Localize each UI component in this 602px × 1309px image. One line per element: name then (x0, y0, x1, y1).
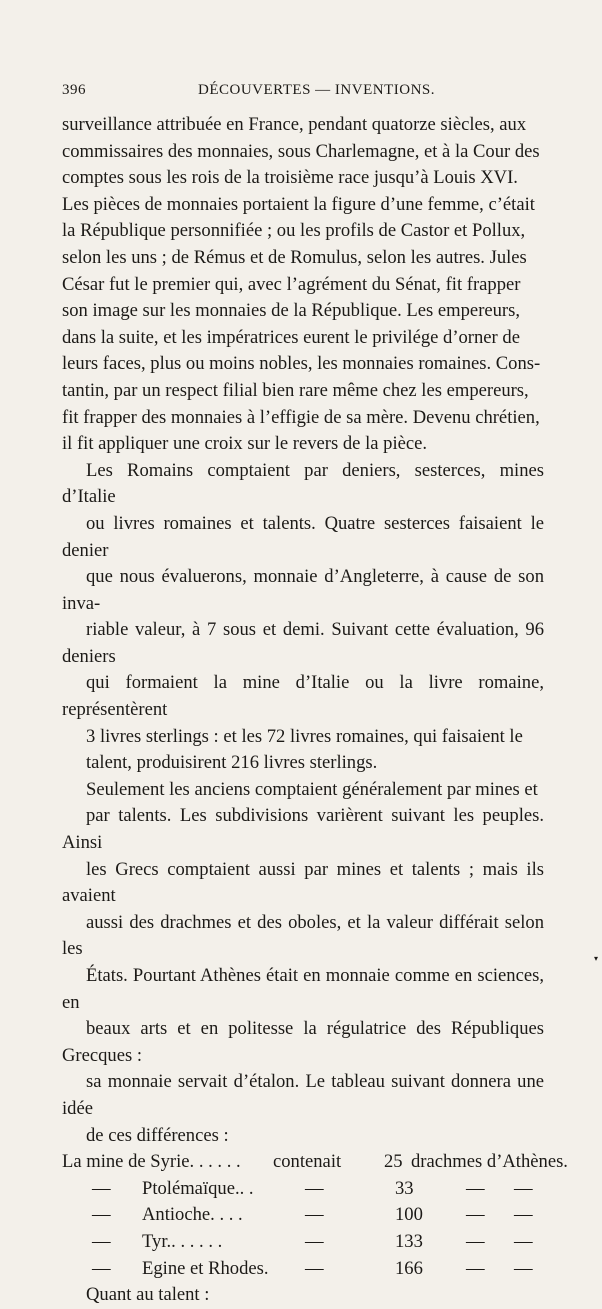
text-line: dans la suite, et les impératrices eurent le privilége d’orner de (62, 326, 520, 348)
body-text (62, 112, 568, 1309)
text-line: que nous évaluerons, monnaie d’Angleterre, à cause de son inva- (62, 566, 544, 614)
drachma-table (62, 1149, 568, 1309)
table-cell: — (466, 1257, 485, 1279)
table-cell: — (305, 1204, 324, 1226)
table-cell: — (514, 1230, 533, 1252)
table-cell: — (92, 1204, 111, 1226)
table-row (62, 1282, 544, 1308)
table-cell: Ptolémaïque.. . (142, 1177, 254, 1199)
text-line: son image sur les monnaies de la République. Les empereurs, (62, 300, 521, 322)
text-line: selon les uns ; de Rémus et de Romulus, selon les autres. Jules (62, 246, 527, 268)
text-line: par talents. Les subdivisions varièrent suivant les peuples. Ainsi (62, 805, 544, 854)
page-number: 396 (62, 82, 86, 98)
table-cell: 25 (384, 1151, 403, 1173)
text-line: surveillance attribuée en France, pendant quatorze siècles, aux (62, 114, 527, 135)
closing-line: Quant au talent : (86, 1284, 210, 1306)
text-line: leurs faces, plus ou moins nobles, les monnaies romaines. Cons- (62, 353, 541, 375)
text-line: beaux arts et en politesse la régulatrice des Républiques Grecques : (62, 1018, 544, 1066)
text-line: Les pièces de monnaies portaient la figure d’une femme, c’était (62, 193, 535, 215)
text-line: de ces différences : (86, 1124, 229, 1146)
table-row (62, 1202, 544, 1228)
text-line: 3 livres sterlings : et les 72 livres romaines, qui faisaient le (86, 725, 523, 747)
table-cell: — (92, 1177, 111, 1199)
paragraph-2 (62, 458, 544, 777)
paragraph-1 (62, 112, 544, 458)
text-line: États. Pourtant Athènes était en monnaie comme en sciences, en (62, 965, 544, 1013)
table-row (62, 1176, 544, 1202)
text-line: comptes sous les rois de la troisième race jusqu’à Louis XVI. (62, 167, 518, 189)
text-line: qui formaient la mine d’Italie ou la livre romaine, représentèrent (62, 672, 544, 721)
table-cell: contenait (273, 1151, 342, 1173)
table-cell: — (466, 1177, 485, 1199)
text-line: tantin, par un respect filial bien rare même chez les empereurs, (62, 379, 529, 401)
table-cell: 33 (395, 1177, 414, 1199)
table-cell: — (92, 1257, 111, 1279)
running-title: DÉCOUVERTES — INVENTIONS. (198, 82, 436, 98)
table-cell: — (92, 1230, 111, 1252)
table-cell: — (514, 1204, 533, 1226)
text-line: sa monnaie servait d’étalon. Le tableau suivant donnera une idée (62, 1071, 544, 1119)
table-row (62, 1149, 568, 1175)
text-line: Seulement les anciens comptaient généralement par mines et (86, 778, 538, 800)
table-cell: La mine de Syrie. . . . . . (62, 1151, 241, 1173)
text-line: fit frapper des monnaies à l’effigie de sa mère. Devenu chrétien, (62, 406, 540, 428)
text-line: commissaires des monnaies, sous Charlemagne, et à la Cour des (62, 140, 540, 162)
text-line: ou livres romaines et talents. Quatre sesterces faisaient le denier (62, 512, 544, 561)
table-cell: 133 (395, 1230, 423, 1252)
table-cell: — (466, 1204, 485, 1226)
text-line: la République personnifiée ; ou les profils de Castor et Pollux, (62, 220, 526, 242)
table-cell: — (466, 1230, 485, 1252)
text-line: riable valeur, à 7 sous et demi. Suivant cette évaluation, 96 deniers (62, 619, 544, 667)
table-cell: Tyr.. . . . . . (142, 1230, 223, 1252)
text-line: les Grecs comptaient aussi par mines et talents ; mais ils avaient (62, 858, 544, 907)
text-line: talent, produisirent 216 livres sterlings. (86, 752, 378, 774)
text-line: Les Romains comptaient par deniers, sesterces, mines d’Italie (62, 459, 544, 508)
paragraph-3 (62, 777, 544, 1149)
table-row (62, 1256, 544, 1282)
table-cell: — (514, 1177, 533, 1199)
table-cell: 166 (395, 1257, 423, 1279)
table-cell: 100 (395, 1204, 423, 1226)
table-cell: drachmes d’Athènes. (411, 1151, 568, 1173)
margin-mark: ▾ (594, 954, 599, 963)
text-line: aussi des drachmes et des oboles, et la valeur différait selon les (62, 911, 544, 960)
table-cell: — (305, 1177, 324, 1199)
text-line: César fut le premier qui, avec l’agrément du Sénat, fit frapper (62, 273, 521, 295)
table-cell: — (305, 1230, 324, 1252)
table-cell: Egine et Rhodes. (142, 1257, 269, 1279)
running-header (62, 82, 544, 104)
table-cell: Antioche. . . . (142, 1204, 243, 1226)
text-line: il fit appliquer une croix sur le revers de la pièce. (62, 433, 428, 455)
table-row (62, 1229, 544, 1255)
table-cell: — (514, 1257, 533, 1279)
table-cell: — (305, 1257, 324, 1279)
